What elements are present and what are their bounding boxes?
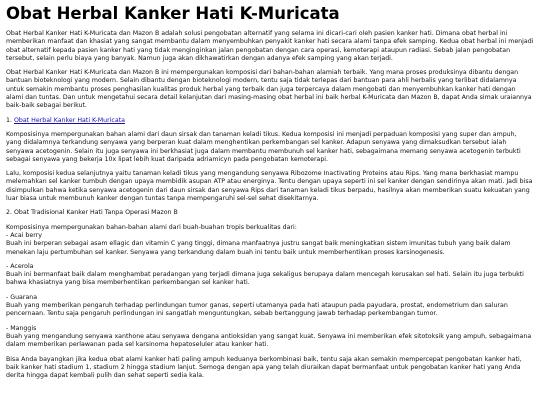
list-item-name: - Manggis [6,324,37,332]
list-item [6,263,534,288]
list-item [6,232,534,257]
list-item-name: - Acai berry [6,231,42,239]
section-1-link[interactable]: Obat Herbal Kanker Hati K-Muricata [13,116,125,124]
section-2-intro: Komposisinya mempergunakan bahan-bahan alami dari buah-buahan tropis berkualitas dari: [6,223,297,231]
list-item-text: Buah ini berperan sebagai asam ellagic dan vitamin C yang tinggi, dimana manfaatnya justru sangat baik meningkatkan sistem imunitas tubuh yang baik dalam menekan laju pertumbuhan sel kanker. Senyawa yang terkandung dalam buah ini tentu baik untuk memberhentikan proses karsinogenesis. [6,240,511,256]
composition-paragraph: Obat Herbal Kanker Hati K-Muricata dan Mazon B ini mempergunakan komposisi dari bahan-bahan alamiah terbaik. Yang mana proses produksinya dibantu dengan bantuan bioteknologi yang modern. Selain dibantu dengan bioteknologi modern, tentu saja tidak terlepas dari bantuan para ahli herbalis yang terlibat didalamnya untuk semakin membantu proses penghasilan kualitas produk herbal yang terbaik dan juga terpercaya dalam mengobati dan menyembuhkan kanker hati dengan alami dan tuntas. Dan untuk mengetahui secara detail kelanjutan dari masing-masing obat herbal ini baik herbal K-Muricata dan Mazon B, dapat Anda simak uraiannya baik-baik sebagai berikut. [6,69,532,110]
section-1-paragraph-1: Komposisinya mempergunakan bahan alami dari daun sirsak dan tanaman keladi tikus. Kedua komposisi ini menjadi perpaduan komposisi yang super dan ampuh, yang didalamnya terkandung senyawa yang berperan kuat dalam menghentikan perkembangan sel kanker. Adapun senyawa yang dimaksudkan tersebut ialah senyawa acetogenin. Selain itu juga senyawa ini berkhasiat juga dalam membantu membunuh sel kanker hati, sebagaimana memang senyawa acetogenin terbukti sebagai senyawa yang bekerja 10x lipat lebih kuat daripada adriamicyn pada pengobatan kemoterapi. [6,130,521,163]
list-item-name: - Acerola [6,262,34,270]
list-item-text: Buah ini bermanfaat baik dalam menghambat peradangan yang terjadi dimana juga sekaligus berupaya dalam mencegah kerusakan sel hati. Selain itu juga terbukti bahwa khasiatnya yang bisa memberhentikan perkembangan sel kanker hati. [6,271,524,287]
intro-paragraph: Obat Herbal Kanker Hati K-Muricata dan Mazon B adalah solusi pengobatan alternatif yang selama ini dicari-cari oleh pasien kanker hati. Dimana obat herbal ini memberikan manfaat dan khasiat yang sangat membantu dalam menyembuhkan penyakit kanker hati secara alami tanpa efek samping. Kedua obat herbal ini menjadi obat alternatif kepada pasien kanker hati yang tidak menginginkan jalan pengobatan dengan cara operasi, kemoterapi ataupun radiasi. Sebab jalan pengobatan tersebut, selain perlu biaya yang banyak. Namun juga akan dikhawatirkan dengan adanya efek samping yang akan terjadi. [6,30,534,62]
list-item [6,325,534,350]
list-item-text: Buah yang memberikan pengaruh terhadap perlindungan tumor ganas, seperti utamanya pada hati ataupun pada payudara, prostat, endometrium dan saluran pencernaan. Tentu saja pengaruh perlindungan ini sangatlah menguntungkan, sebab bertanggung jawab terhadap perkembangan tumor. [6,302,508,318]
list-item-name: - Guarana [6,293,38,301]
section-2-heading: 2. Obat Tradisional Kanker Hati Tanpa Operasi Mazon B [6,209,178,217]
section-1-heading [6,117,534,125]
list-item-text: Buah yang mengandung senyawa xanthone atau senyawa dengana antioksidan yang sangat kuat. Senyawa ini memberikan efek sitotoksik yang ampuh, sebagaimana dalam memberikan perlawanan pada sel karsinoma hepatoseluler atau kanker hati. [6,332,532,349]
list-item [6,294,534,319]
section-1-number: 1. [6,116,12,124]
section-1-paragraph-2: Lalu, komposisi kedua selanjutnya yaitu tanaman keladi tikus yang mengandung senyawa Ribozome Inactivating Proteins atau Rips. Yang mana berkhasiat mampu melemahkan sel kanker tumbuh dengan upaya membidik asupan ATP atau energinya. Tentu dengan upaya seperti ini sel kanker dengan sendirinya akan mati. Jadi bisa disimpulkan bahwa ketika senyawa acetogenin dari daun sirsak dan senyawa Rips dari tanaman keladi tikus berpadu, hasilnya akan memberikan suatu kekuatan yang luar biasa untuk membunuh kanker dengan tuntas tanpa mempengaruhi sel-sel sehat disekitarnya. [6,170,533,203]
closing-paragraph: Bisa Anda bayangkan jika kedua obat alami kanker hati paling ampuh keduanya berkombinasi baik, tentu saja akan semakin mempercepat pengobatan kanker hati, baik kanker hati stadium 1, stadium 2 hingga stadium lanjut. Semoga dengan apa yang telah diuraikan dapat bermanfaat untuk pengobatan kanker hati yang Anda derita hingga dapat kembali pulih dan sehat seperti sedia kala. [6,355,522,380]
page-title: Obat Herbal Kanker Hati K-Muricata [6,4,340,23]
